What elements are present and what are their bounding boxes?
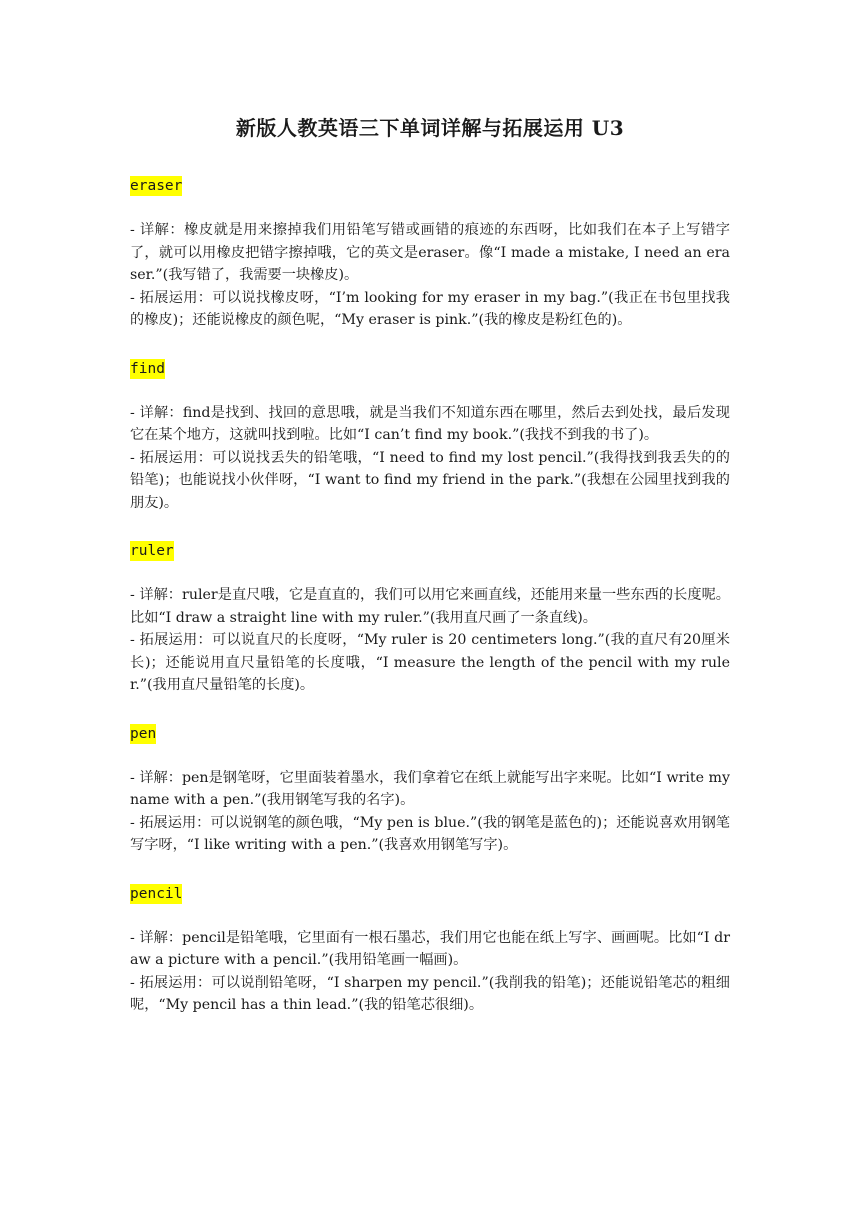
document-page — [130, 0, 730, 1017]
word-detail: - 详解：橡皮就是用来擦掉我们用铅笔写错或画错的痕迹的东西呀，比如我们在本子上写错字了，就可以用橡皮把错字擦掉哦，它的英文是eraser。像“I made a mistake, I need an eraser.”(我写错了，我需要一块橡皮)。 — [130, 222, 730, 283]
vocab-word: eraser — [130, 178, 183, 194]
vocab-word: ruler — [130, 543, 174, 559]
word-extension: - 拓展运用：可以说钢笔的颜色哦，“My pen is blue.”(我的钢笔是蓝色的)；还能说喜欢用钢笔写字呀，“I like writing with a pen.”(我喜欢用钢笔写字)。 — [130, 814, 730, 853]
word-detail: - 详解：find是找到、找回的意思哦，就是当我们不知道东西在哪里，然后去到处找，最后发现它在某个地方，这就叫找到啦。比如“I can’t find my book.”(我找不到我的书了)。 — [130, 404, 730, 443]
word-extension: - 拓展运用：可以说找丢失的铅笔哦，“I need to find my lost pencil.”(我得找到我丢失的的铅笔)；也能说找小伙伴呀，“I want to find my friend in the park.”(我想在公园里找到我的朋友)。 — [130, 449, 730, 511]
vocab-word: find — [130, 360, 165, 377]
word-detail: - 详解：pen是钢笔呀，它里面装着墨水，我们拿着它在纸上就能写出字来呢。比如“I write my name with a pen.”(我用钢笔写我的名字)。 — [130, 769, 730, 808]
vocab-word: pencil — [130, 885, 183, 902]
word-extension: - 拓展运用：可以说削铅笔呀，“I sharpen my pencil.”(我削我的铅笔)；还能说铅笔芯的粗细呢，“My pencil has a thin lead.”(我的铅笔芯很细)。 — [130, 974, 730, 1013]
word-entry-pencil — [130, 882, 730, 1017]
word-entry-pen — [130, 722, 730, 857]
page-title: 新版人教英语三下单词详解与拓展运用 U3 — [235, 116, 625, 140]
word-detail: - 详解：pencil是铅笔哦，它里面有一根石墨芯，我们用它也能在纸上写字、画画呢。比如“I draw a picture with a pencil.”(我用铅笔画一幅画)。 — [130, 929, 730, 968]
word-extension: - 拓展运用：可以说直尺的长度呀，“My ruler is 20 centimeters long.”(我的直尺有20厘米长)；还能说用直尺量铅笔的长度哦，“I measure the length of the pencil with my ruler.”(我用直尺量铅笔的长度)。 — [130, 632, 730, 693]
word-extension: - 拓展运用：可以说找橡皮呀，“I’m looking for my eraser in my bag.”(我正在书包里找我的橡皮)；还能说橡皮的颜色呢，“My eraser is pink.”(我的橡皮是粉红色的)。 — [130, 289, 730, 328]
word-entry-find — [130, 357, 730, 515]
word-detail: - 详解：ruler是直尺哦，它是直直的，我们可以用它来画直线，还能用来量一些东西的长度呢。比如“I draw a straight line with my ruler.”(我用直尺画了一条直线)。 — [130, 587, 730, 626]
word-entry-eraser — [130, 174, 730, 332]
vocab-word: pen — [130, 725, 157, 742]
word-entry-ruler — [130, 539, 730, 697]
